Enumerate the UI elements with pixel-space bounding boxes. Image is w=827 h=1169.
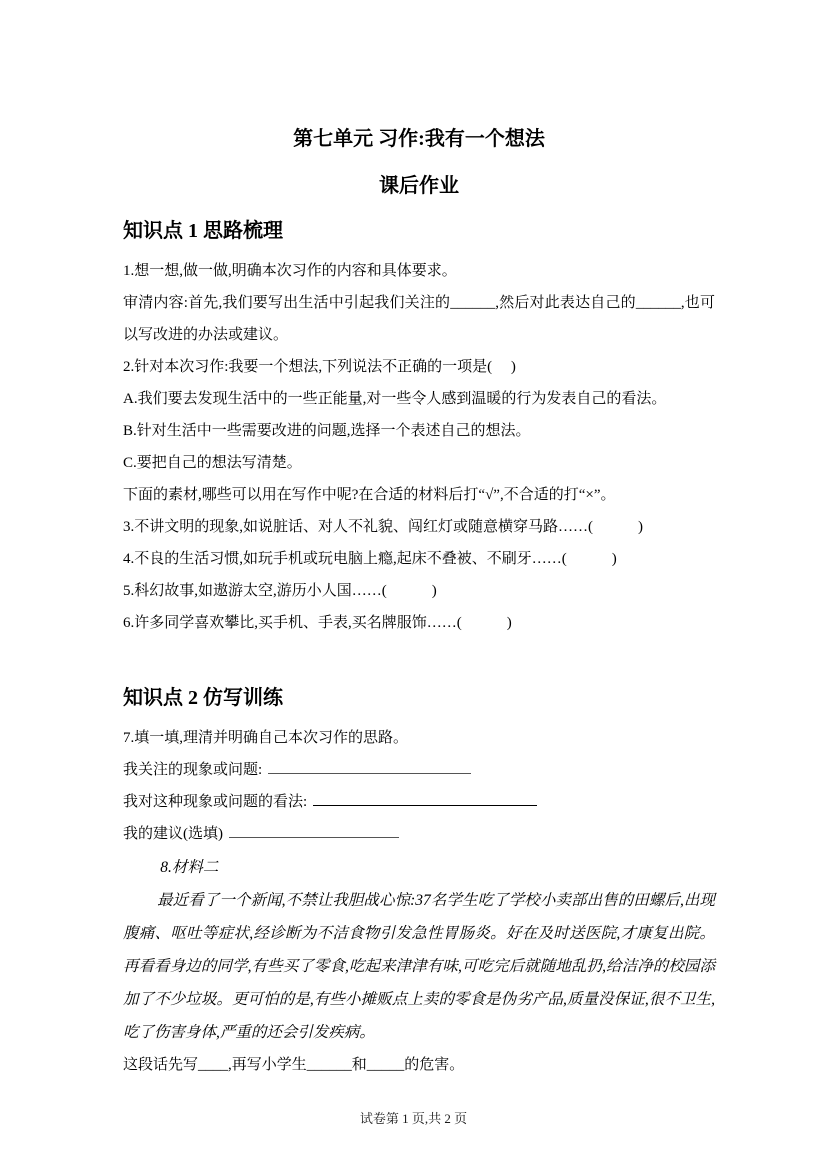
- question-5: 5.科幻故事,如遨游太空,游历小人国……( ): [123, 583, 437, 599]
- question-8-label: 8.材料二: [160, 859, 219, 876]
- question-6: 6.许多同学喜欢攀比,买手机、手表,买名牌服饰……( ): [123, 615, 512, 631]
- fill-line-suggestion-label: 我的建议(选填): [123, 826, 223, 842]
- question-1: 1.想一想,做一做,明确本次习作的内容和具体要求。: [123, 263, 457, 279]
- document-subtitle: 课后作业: [379, 175, 459, 197]
- question-2: 2.针对本次习作:我要一个想法,下列说法不正确的一项是( ): [123, 359, 516, 375]
- question-8-question: 这段话先写____,再写小学生______和_____的危害。: [123, 1057, 465, 1073]
- question-3: 3.不讲文明的现象,如说脏话、对人不礼貌、闯红灯或随意横穿马路……( ): [123, 519, 643, 535]
- page-number: 试卷第 1 页,共 2 页: [359, 1111, 468, 1126]
- fill-blank-opinion: [313, 792, 537, 806]
- document-title: 第七单元 习作:我有一个想法: [293, 128, 545, 150]
- fill-blank-suggestion: [229, 824, 399, 838]
- question-2-option-b: B.针对生活中一些需要改进的问题,选择一个表述自己的想法。: [123, 423, 531, 439]
- fill-line-phenomenon-label: 我关注的现象或问题:: [123, 762, 263, 778]
- section2-heading: 知识点 2 仿写训练: [123, 687, 283, 709]
- question-7: 7.填一填,理清并明确自己本次习作的思路。: [123, 730, 409, 746]
- question-1-review: 审清内容:首先,我们要写出生活中引起我们关注的______,然后对此表达自己的______,也可以写改进的办法或建议。: [123, 295, 715, 343]
- question-8-passage: 最近看了一个新闻,不禁让我胆战心惊:37名学生吃了学校小卖部出售的田螺后,出现腹痛、呕吐等症状,经诊断为不洁食物引发急性胃肠炎。好在及时送医院,才康复出院。再看看身边的同学,有些买了零食,吃起来津津有味,可吃完后就随地乱扔,给洁净的校园添加了不少垃圾。更可怕的是,有些小摊贩点上卖的零食是伪劣产品,质量没保证,很不卫生,吃了伤害身体,严重的还会引发疾病。: [123, 892, 715, 1041]
- question-2-option-c: C.要把自己的想法写清楚。: [123, 455, 302, 471]
- document-content: [123, 0, 715, 1081]
- section2-body: [123, 722, 715, 1081]
- materials-instruction: 下面的素材,哪些可以用在写作中呢?在合适的材料后打“√”,不合适的打“×”。: [123, 487, 616, 503]
- section1-body: [123, 255, 715, 639]
- question-4: 4.不良的生活习惯,如玩手机或玩电脑上瘾,起床不叠被、不刷牙……( ): [123, 551, 617, 567]
- fill-blank-phenomenon: [268, 760, 471, 774]
- section1-heading: 知识点 1 思路梳理: [123, 220, 283, 242]
- question-2-option-a: A.我们要去发现生活中的一些正能量,对一些令人感到温暖的行为发表自己的看法。: [123, 391, 667, 407]
- fill-line-opinion-label: 我对这种现象或问题的看法:: [123, 794, 308, 810]
- fill-line-suggestion: [123, 818, 715, 850]
- fill-line-phenomenon: [123, 754, 715, 786]
- fill-line-opinion: [123, 786, 715, 818]
